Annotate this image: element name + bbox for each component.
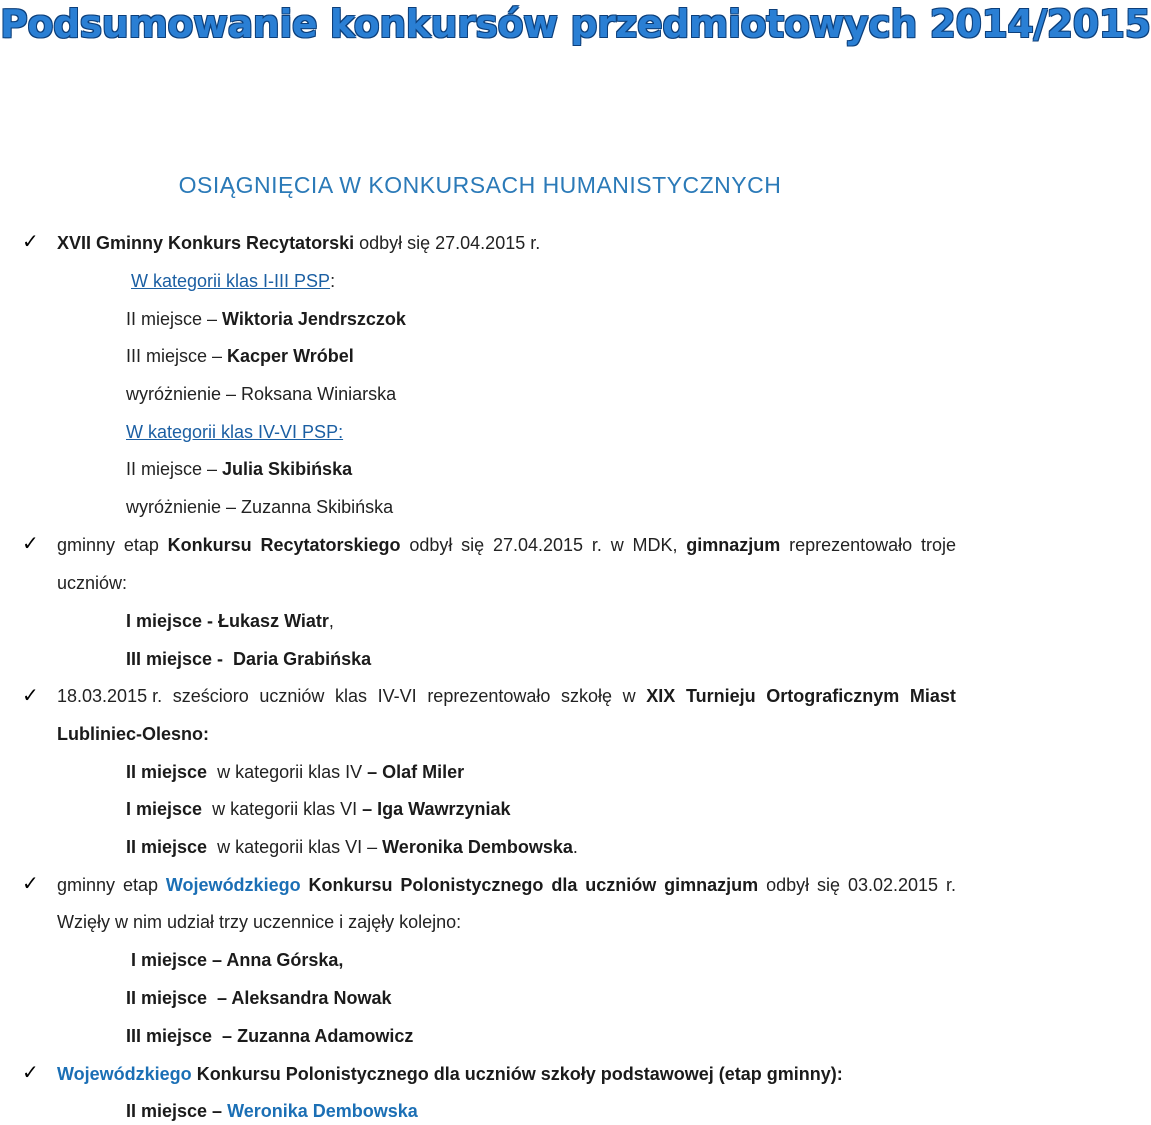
word: się bbox=[461, 535, 485, 555]
word: reprezentowało bbox=[789, 535, 913, 555]
word: Recytatorskiego bbox=[260, 535, 401, 555]
category-heading bbox=[131, 270, 335, 292]
comma: , bbox=[328, 611, 334, 631]
check-icon: ✓ bbox=[22, 871, 39, 895]
result-row: wyróżnienie – Zuzanna Skibińska bbox=[126, 497, 394, 517]
result-row bbox=[126, 761, 464, 783]
bullet-1-heading bbox=[57, 232, 540, 254]
word: w bbox=[622, 686, 636, 706]
bullet-4-line-2: Wzięły w nim udział trzy uczennice i zajęły kolejno: bbox=[57, 912, 462, 932]
winner-entry: III miejsce – Zuzanna Adamowicz bbox=[126, 1026, 414, 1046]
word: sześcioro bbox=[172, 686, 249, 706]
winner-name: Weronika Dembowska bbox=[382, 837, 573, 857]
place-label: II miejsce bbox=[126, 762, 208, 782]
word: IV-VI bbox=[377, 686, 417, 706]
result-row bbox=[126, 1100, 418, 1122]
result-row bbox=[126, 1025, 413, 1047]
word: 27.04.2015 bbox=[492, 535, 584, 555]
category-label: W kategorii klas IV-VI PSP: bbox=[126, 422, 344, 442]
word: gminny bbox=[57, 535, 116, 555]
word: XIX bbox=[646, 686, 676, 706]
page-banner-title: Podsumowanie konkursów przedmiotowych 2014/2015 bbox=[0, 2, 1151, 46]
category-text: w kategorii klas VI – bbox=[207, 837, 383, 857]
word: 03.02.2015 bbox=[847, 875, 939, 895]
result-row bbox=[126, 648, 371, 670]
result-row bbox=[126, 836, 578, 858]
word: 18.03.2015 r. bbox=[57, 686, 163, 706]
category-label: W kategorii klas I-III PSP bbox=[131, 271, 331, 291]
place-label: II miejsce bbox=[126, 837, 208, 857]
winner-name: Kacper Wróbel bbox=[227, 346, 354, 366]
word: Konkursu bbox=[167, 535, 252, 555]
word: odbył bbox=[766, 875, 810, 895]
bullet-5-heading bbox=[57, 1063, 843, 1085]
period: . bbox=[572, 837, 578, 857]
word: gminny bbox=[57, 875, 116, 895]
result-row bbox=[126, 610, 334, 632]
word: gimnazjum bbox=[686, 535, 781, 555]
word: dla bbox=[551, 875, 578, 895]
check-icon: ✓ bbox=[22, 229, 39, 253]
bullet-2-line-2: uczniów: bbox=[57, 573, 128, 593]
winner-name: – Iga Wawrzyniak bbox=[362, 799, 511, 819]
result-row bbox=[126, 345, 354, 367]
place-label: II miejsce – bbox=[126, 459, 223, 479]
winner-entry: I miejsce – Anna Górska, bbox=[131, 950, 344, 970]
place-label: III miejsce – bbox=[126, 346, 228, 366]
winner-entry: II miejsce – Aleksandra Nowak bbox=[126, 988, 392, 1008]
word: r. bbox=[945, 875, 956, 895]
result-row bbox=[126, 458, 352, 480]
word: Wojewódzkiego bbox=[165, 875, 301, 895]
word: Turnieju bbox=[685, 686, 756, 706]
result-row bbox=[126, 798, 511, 820]
word: uczniów bbox=[259, 686, 325, 706]
towns: Lubliniec-Olesno: bbox=[57, 724, 210, 744]
place-label: II miejsce – bbox=[126, 309, 223, 329]
word: Konkursu bbox=[308, 875, 393, 895]
contest-rest: Konkursu Polonistycznego dla uczniów szkoły podstawowej (etap gminny): bbox=[191, 1064, 843, 1084]
word: reprezentowało bbox=[427, 686, 551, 706]
category-colon: : bbox=[330, 271, 336, 291]
place-label: II miejsce – bbox=[126, 1101, 228, 1121]
category-text: w kategorii klas IV bbox=[207, 762, 368, 782]
word: MDK, bbox=[632, 535, 678, 555]
word: klas bbox=[335, 686, 368, 706]
category-text: w kategorii klas VI bbox=[202, 799, 363, 819]
check-icon: ✓ bbox=[22, 1060, 39, 1084]
word: etap bbox=[122, 875, 158, 895]
bullet-4-heading bbox=[57, 874, 956, 896]
result-row bbox=[131, 949, 343, 971]
section-title: OSIĄGNIĘCIA W KONKURSACH HUMANISTYCZNYCH bbox=[178, 172, 782, 198]
result-row: wyróżnienie – Roksana Winiarska bbox=[126, 384, 397, 404]
place-label: I miejsce bbox=[126, 799, 203, 819]
word: szkołę bbox=[561, 686, 613, 706]
winner-name: Julia Skibińska bbox=[222, 459, 353, 479]
word: gimnazjum bbox=[664, 875, 759, 895]
bullet-2-heading bbox=[57, 534, 956, 556]
word: odbył bbox=[409, 535, 453, 555]
winner-name: Wiktoria Jendrszczok bbox=[222, 309, 406, 329]
word: w bbox=[610, 535, 624, 555]
winner-entry: I miejsce - Łukasz Wiatr bbox=[126, 611, 329, 631]
contest-name: XVII Gminny Konkurs Recytatorski bbox=[57, 233, 355, 253]
word: Ortograficznym bbox=[766, 686, 900, 706]
check-icon: ✓ bbox=[22, 683, 39, 707]
contest-date: odbył się 27.04.2015 r. bbox=[354, 233, 541, 253]
word: się bbox=[817, 875, 841, 895]
winner-name: – Olaf Miler bbox=[367, 762, 465, 782]
word: uczniów bbox=[585, 875, 657, 895]
bullet-3-heading bbox=[57, 685, 956, 707]
word: Polonistycznego bbox=[400, 875, 544, 895]
contest-word-blue: Wojewódzkiego bbox=[57, 1064, 192, 1084]
check-icon: ✓ bbox=[22, 531, 39, 555]
winner-entry: III miejsce - Daria Grabińska bbox=[126, 649, 372, 669]
winner-name: Weronika Dembowska bbox=[227, 1101, 418, 1121]
result-row bbox=[126, 308, 406, 330]
word: Miast bbox=[909, 686, 956, 706]
word: troje bbox=[920, 535, 956, 555]
result-row bbox=[126, 987, 391, 1009]
bullet-3-line-2 bbox=[57, 723, 209, 745]
word: etap bbox=[123, 535, 159, 555]
word: r. bbox=[591, 535, 602, 555]
